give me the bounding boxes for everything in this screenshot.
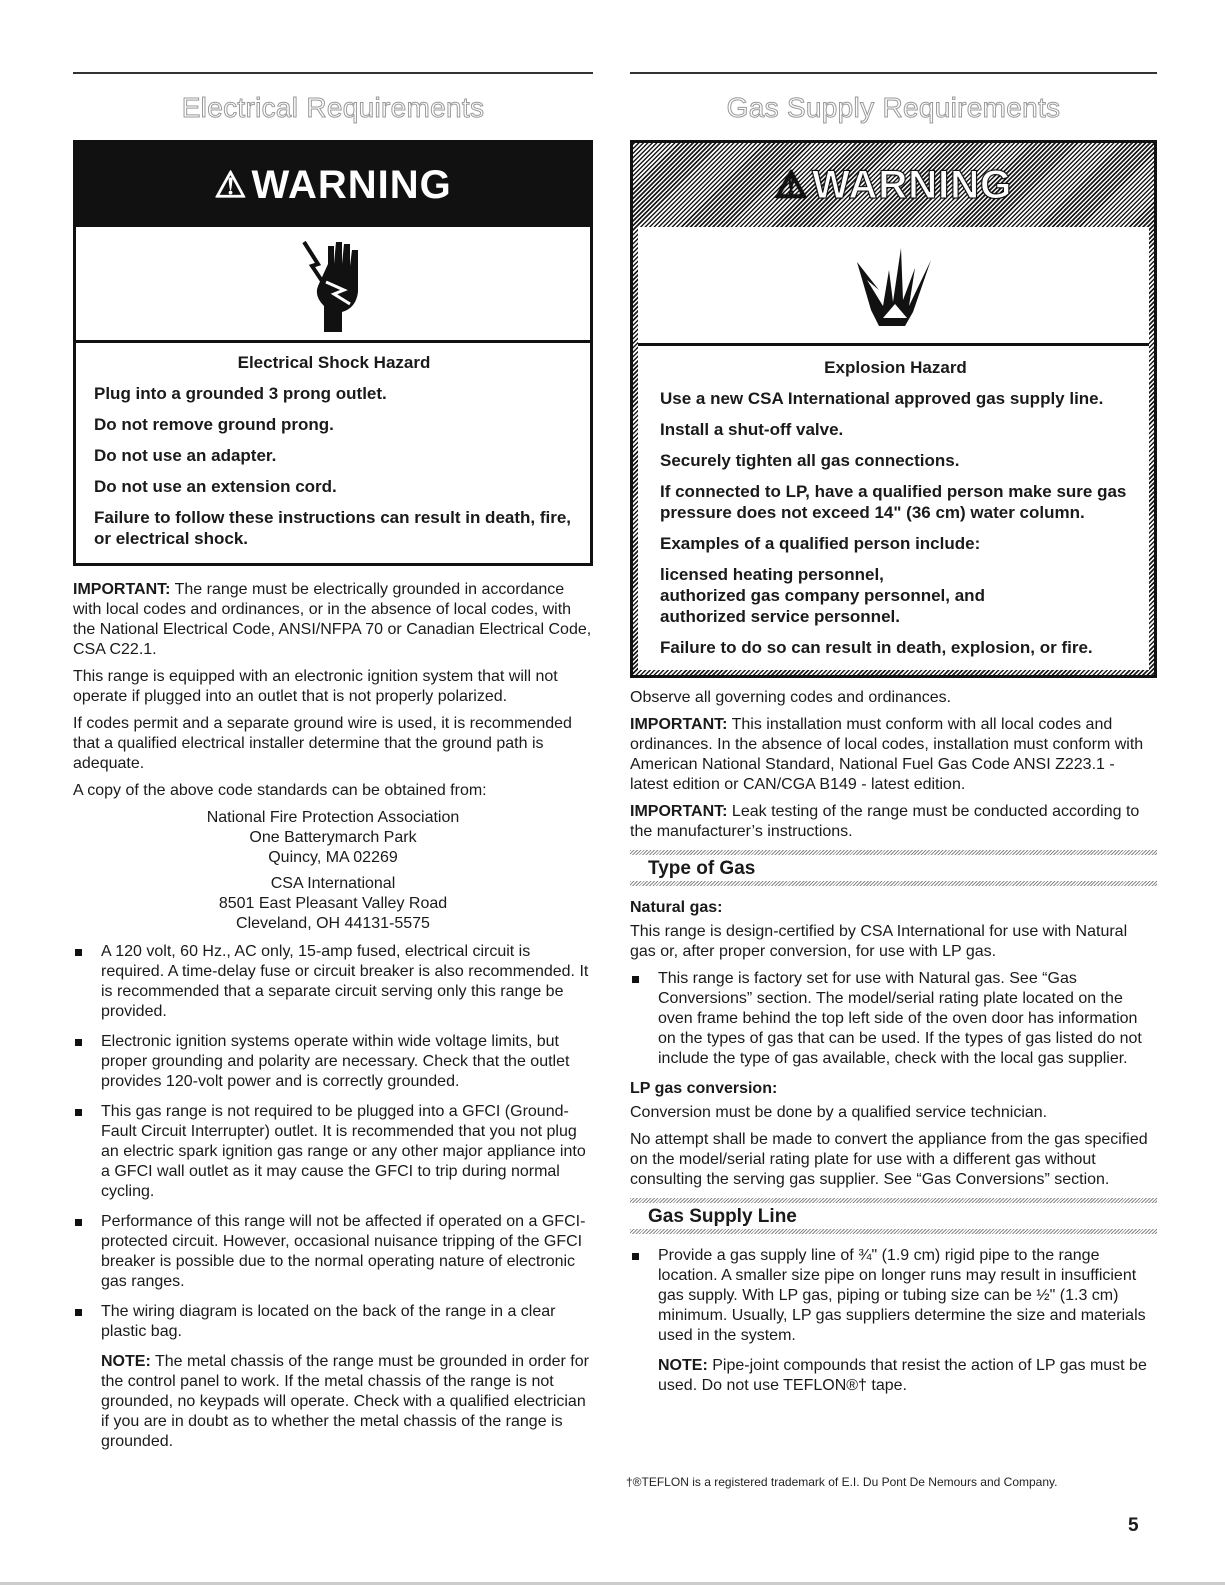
paragraph: This range is design-certified by CSA International for use with Natural gas or, after proper conversion, for use with LP gas. <box>630 923 1128 960</box>
warning-banner <box>633 143 1154 227</box>
note-text: Pipe-joint compounds that resist the action of LP gas must be used. Do not use TEFLON®† tape. <box>658 1357 1147 1394</box>
hazard-line: If connected to LP, have a qualified person make sure gas pressure does not exceed 14" (36 cm) water column. <box>660 482 1127 522</box>
warning-body <box>638 343 1149 670</box>
paragraph: This range is equipped with an electronic ignition system that will not operate if plugged into an outlet that is not properly polarized. <box>73 668 558 705</box>
important-label: IMPORTANT: <box>73 581 171 598</box>
important-paragraph <box>73 580 593 660</box>
paragraph: Conversion must be done by a qualified service technician. <box>630 1104 1048 1121</box>
list-item: Electronic ignition systems operate within wide voltage limits, but proper grounding and polarity are necessary. Check that the outlet provides 120-volt power and is correctly grounded. <box>73 1032 593 1092</box>
warning-triangle-icon: ⚠ <box>214 164 248 205</box>
gas-warning-box <box>630 140 1157 678</box>
hazard-line: Failure to follow these instructions can result in death, fire, or electrical shock. <box>94 508 572 548</box>
top-rule <box>630 72 1157 74</box>
hazard-line: Securely tighten all gas connections. <box>660 451 960 470</box>
note-label: NOTE: <box>658 1357 708 1374</box>
hazard-line: Do not remove ground prong. <box>94 415 334 434</box>
address-line: CSA International <box>270 875 396 892</box>
list-item: This gas range is not required to be plugged into a GFCI (Ground-Fault Circuit Interrupter) outlet. It is recommended that you not plug an electric spark ignition gas range or any other major appliance into a GFCI wall outlet as it may cause the GFCI to trip during normal cycling. <box>73 1102 593 1202</box>
gas-supply-line-heading-band <box>630 1198 1157 1234</box>
warning-inner-frame <box>633 227 1154 675</box>
address-line: One Batterymarch Park <box>249 829 417 846</box>
warning-label: WARNING <box>251 162 452 207</box>
hazard-title: Explosion Hazard <box>824 358 967 377</box>
warning-inner <box>638 227 1149 670</box>
hazard-line: Use a new CSA International approved gas supply line. <box>660 389 1104 408</box>
note-text: The metal chassis of the range must be grounded in order for the control panel to work. If the metal chassis of the range is not grounded, no keypads will operate. Check with a qualified electrician if you are in doubt as to whether the metal chassis of the range is grounded. <box>101 1353 589 1450</box>
list-item: Provide a gas supply line of ¾" (1.9 cm) rigid pipe to the range location. A smaller size pipe on longer runs may result in insufficient gas supply. With LP gas, piping or tubing size can be ½" (1.3 cm) minimum. Usually, LP gas suppliers determine the size and materials used in the system. <box>630 1246 1157 1346</box>
heading-rule <box>630 1198 1157 1203</box>
nfpa-address <box>73 808 593 868</box>
list-item: The wiring diagram is located on the back of the range in a clear plastic bag. <box>73 1302 593 1342</box>
paragraph: A copy of the above code standards can be obtained from: <box>73 782 487 799</box>
heading-rule <box>630 1229 1157 1234</box>
important-label: IMPORTANT: <box>630 716 728 733</box>
paragraph: No attempt shall be made to convert the appliance from the gas specified on the model/serial rating plate for use with a different gas without consulting the serving gas supplier. See “Gas Conversions” section. <box>630 1131 1148 1188</box>
lp-conversion-body <box>630 1079 1157 1190</box>
warning-body <box>76 343 590 563</box>
address-line: National Fire Protection Association <box>206 809 460 826</box>
important-label: IMPORTANT: <box>630 803 728 820</box>
important-paragraph <box>630 802 1157 842</box>
qualified-list <box>660 564 1131 627</box>
qualified-item: authorized gas company personnel, and <box>660 586 985 605</box>
address-line: 8501 East Pleasant Valley Road <box>218 895 448 912</box>
teflon-footnote: †®TEFLON is a registered trademark of E.I. Du Pont De Nemours and Company. <box>626 1475 1058 1489</box>
gas-section <box>630 72 1157 1396</box>
hazard-line: Examples of a qualified person include: <box>660 534 981 553</box>
heading-rule <box>630 881 1157 886</box>
lp-conversion-label: LP gas conversion: <box>630 1080 778 1097</box>
gas-supply-line-heading: Gas Supply Line <box>648 1206 797 1227</box>
hazard-line: Failure to do so can result in death, explosion, or fire. <box>660 638 1093 657</box>
electrical-section <box>73 72 593 1452</box>
warning-label: WARNING <box>811 162 1013 207</box>
section-title: Gas Supply Requirements <box>726 92 1061 123</box>
explosion-icon <box>849 240 939 330</box>
list-item: Performance of this range will not be affected if operated on a GFCI-protected circuit. However, occasional nuisance tripping of the GFCI breaker is possible due to the normal operating nature of electronic gas ranges. <box>73 1212 593 1292</box>
shock-hazard-pictogram <box>76 227 590 343</box>
gas-body <box>630 688 1157 842</box>
hazard-line: Do not use an adapter. <box>94 446 277 465</box>
natural-gas-bullets <box>630 969 1157 1069</box>
important-text: Leak testing of the range must be conducted according to the manufacturer’s instructions. <box>630 803 1140 840</box>
list-item: This range is factory set for use with Natural gas. See “Gas Conversions” section. The model/serial rating plate located on the oven frame behind the top left side of the oven door has information on the types of gas that can be used. If the types of gas listed do not include the type of gas available, check with the local gas supplier. <box>630 969 1157 1069</box>
paragraph: Observe all governing codes and ordinances. <box>630 689 952 706</box>
list-item: A 120 volt, 60 Hz., AC only, 15-amp fused, electrical circuit is required. A time-delay fuse or circuit breaker is also recommended. It is recommended that a separate circuit serving only this range be provided. <box>73 942 593 1022</box>
electrical-body <box>73 580 593 801</box>
gas-note <box>630 1356 1157 1396</box>
important-paragraph <box>630 715 1157 795</box>
electrical-bullets <box>73 942 593 1342</box>
electrical-note <box>73 1352 593 1452</box>
heading-rule <box>630 850 1157 855</box>
section-title: Electrical Requirements <box>181 92 485 123</box>
important-text: This installation must conform with all local codes and ordinances. In the absence of local codes, installation must conform with American National Standard, National Fuel Gas Code ANSI Z223.1 - latest edition or CAN/CGA B149 - latest edition. <box>630 716 1144 793</box>
qualified-item: authorized service personnel. <box>660 607 900 626</box>
top-rule <box>73 72 593 74</box>
gas-supply-bullets <box>630 1246 1157 1346</box>
type-of-gas-heading-band <box>630 850 1157 886</box>
address-line: Quincy, MA 02269 <box>268 849 398 866</box>
explosion-hazard-pictogram <box>638 227 1149 343</box>
type-of-gas-body <box>630 898 1157 962</box>
electric-shock-hand-icon <box>298 234 368 334</box>
warning-triangle-icon: ⚠ <box>774 164 808 205</box>
natural-gas-label: Natural gas: <box>630 899 723 916</box>
hazard-line: Install a shut-off valve. <box>660 420 844 439</box>
qualified-item: licensed heating personnel, <box>660 565 884 584</box>
warning-banner <box>76 143 590 227</box>
paragraph: If codes permit and a separate ground wire is used, it is recommended that a qualified electrical installer determine that the ground path is adequate. <box>73 715 572 772</box>
important-text: The range must be electrically grounded in accordance with local codes and ordinances, or in the absence of local codes, with the National Electrical Code, ANSI/NFPA 70 or Canadian Electrical Code, CSA C22.1. <box>73 581 592 658</box>
electrical-warning-box <box>73 140 593 566</box>
page-number: 5 <box>1128 1515 1139 1536</box>
type-of-gas-heading: Type of Gas <box>648 858 756 879</box>
address-line: Cleveland, OH 44131-5575 <box>236 915 430 932</box>
hazard-line: Do not use an extension cord. <box>94 477 337 496</box>
hazard-title: Electrical Shock Hazard <box>237 353 431 372</box>
hazard-line: Plug into a grounded 3 prong outlet. <box>94 384 387 403</box>
note-label: NOTE: <box>101 1353 151 1370</box>
csa-address <box>73 874 593 934</box>
